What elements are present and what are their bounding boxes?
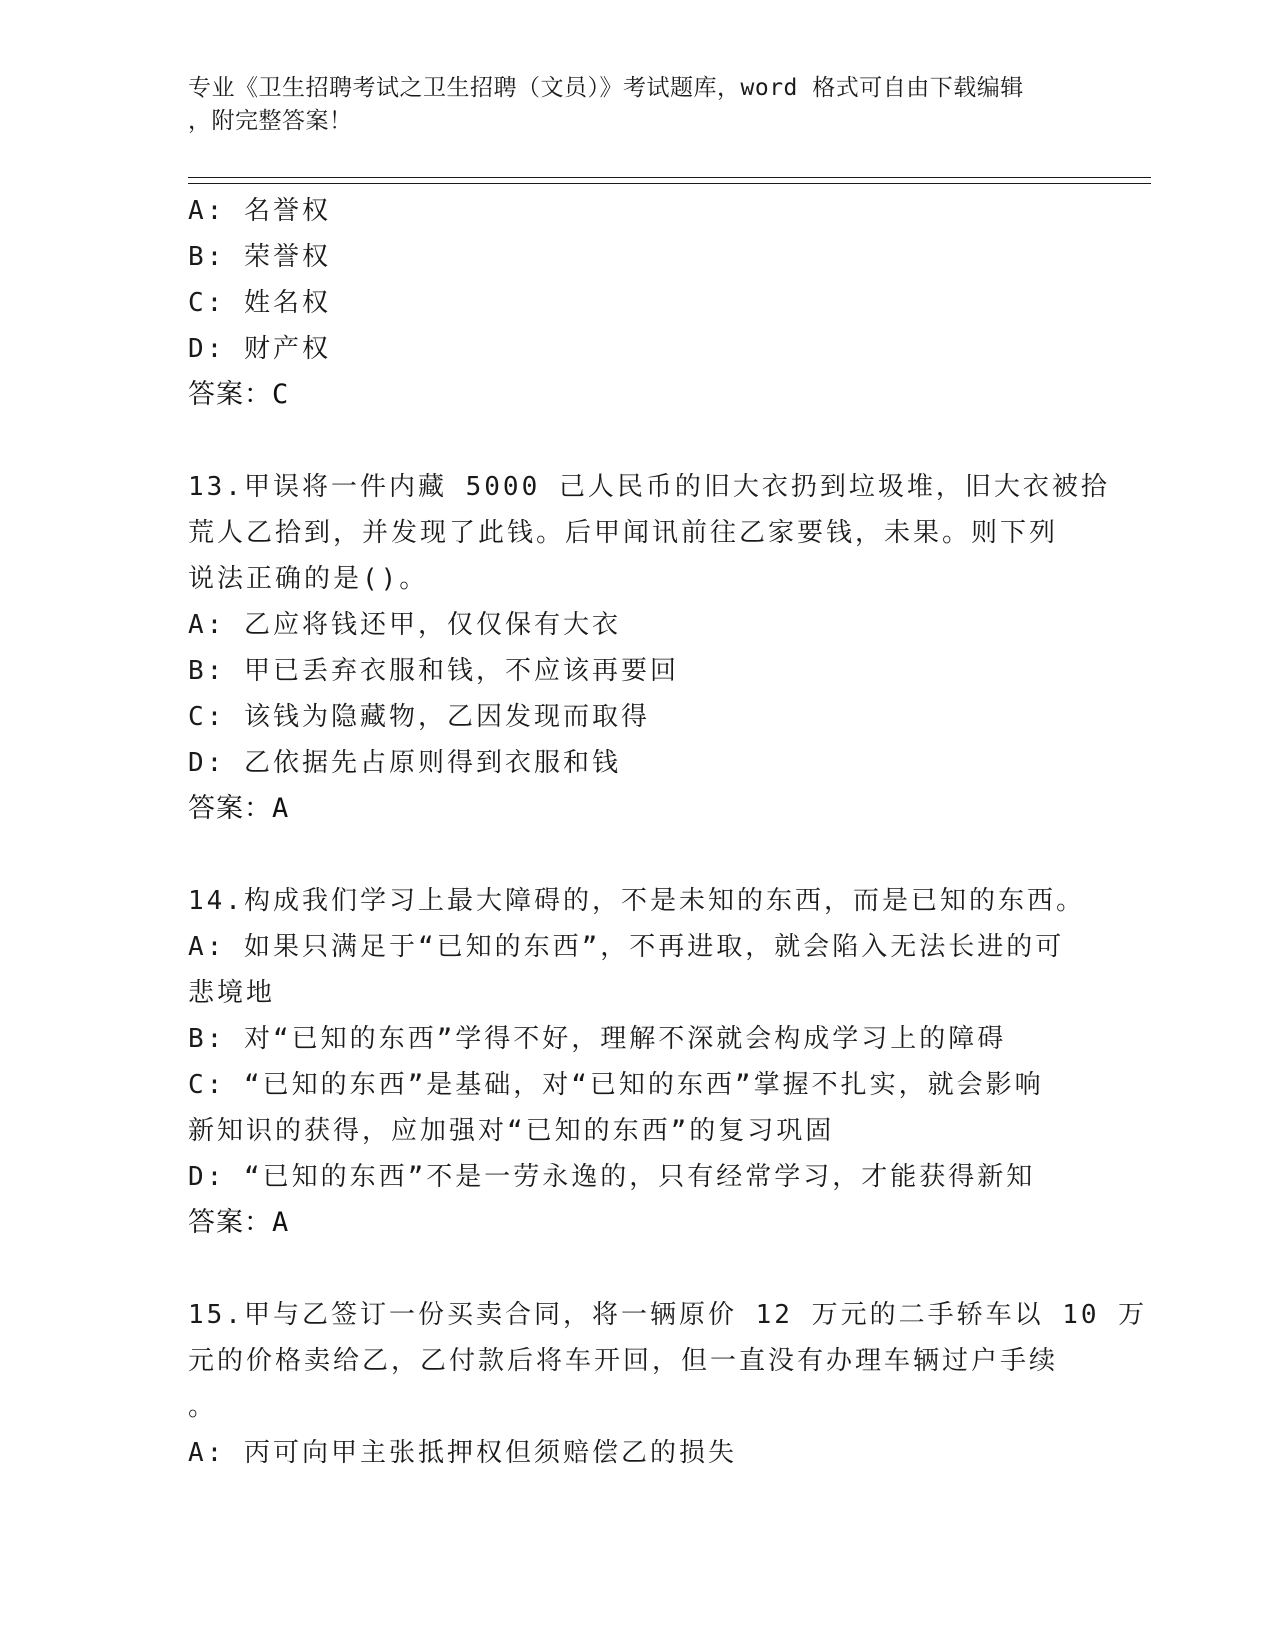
option-line: D: 乙依据先占原则得到衣服和钱 <box>188 748 621 778</box>
answer-value: A <box>272 1207 290 1238</box>
question-stem-line: 荒人乙拾到，并发现了此钱。后甲闻讯前往乙家要钱，未果。则下列 <box>188 518 1059 548</box>
option-line: 新知识的获得，应加强对“已知的东西”的复习巩固 <box>188 1116 835 1146</box>
question-15 <box>188 1292 1148 1476</box>
header-line-1: 专业《卫生招聘考试之卫生招聘（文员）》考试题库，word 格式可自由下载编辑 <box>188 75 1024 101</box>
question-stem-line: 元的价格卖给乙，乙付款后将车开回，但一直没有办理车辆过户手续 <box>188 1346 1059 1376</box>
question-stem-line: 14.构成我们学习上最大障碍的，不是未知的东西，而是已知的东西。 <box>188 886 1085 916</box>
option-line: D: 财产权 <box>188 334 331 364</box>
option-line: A: 丙可向甲主张抵押权但须赔偿乙的损失 <box>188 1438 737 1468</box>
document-body <box>188 188 1148 1476</box>
document-header <box>188 72 1068 138</box>
question-13 <box>188 464 1110 832</box>
option-line: B: 对“已知的东西”学得不好，理解不深就会构成学习上的障碍 <box>188 1024 1007 1054</box>
option-line: A: 乙应将钱还甲，仅仅保有大衣 <box>188 610 621 640</box>
option-line: B: 荣誉权 <box>188 242 331 272</box>
header-divider-bottom <box>188 183 1151 184</box>
question-stem-line: 说法正确的是()。 <box>188 564 429 594</box>
option-line: D: “已知的东西”不是一劳永逸的，只有经常学习，才能获得新知 <box>188 1162 1036 1192</box>
option-line: C: 该钱为隐藏物，乙因发现而取得 <box>188 702 650 732</box>
question-stem-line: 。 <box>188 1392 218 1422</box>
header-line-2: ，附完整答案！ <box>188 108 353 134</box>
answer-value: A <box>272 793 290 824</box>
question-14 <box>188 878 1088 1246</box>
option-line: C: “已知的东西”是基础，对“已知的东西”掌握不扎实，就会影响 <box>188 1070 1044 1100</box>
answer-line <box>188 1200 1088 1246</box>
option-line: A: 如果只满足于“已知的东西”，不再进取，就会陷入无法长进的可 <box>188 932 1065 962</box>
answer-label: 答案： <box>188 379 272 410</box>
answer-label: 答案： <box>188 793 272 824</box>
question-stem-line: 13.甲误将一件内藏 5000 己人民币的旧大衣扔到垃圾堆，旧大衣被拾 <box>188 472 1110 502</box>
option-line: B: 甲已丢弃衣服和钱，不应该再要回 <box>188 656 679 686</box>
answer-line <box>188 372 1088 418</box>
option-line: 悲境地 <box>188 978 276 1008</box>
answer-label: 答案： <box>188 1207 272 1238</box>
option-line: C: 姓名权 <box>188 288 331 318</box>
question-12-continued <box>188 188 1088 418</box>
option-line: A: 名誉权 <box>188 196 331 226</box>
answer-value: C <box>272 379 290 410</box>
header-divider-top <box>188 177 1151 178</box>
question-stem-line: 15.甲与乙签订一份买卖合同，将一辆原价 12 万元的二手轿车以 10 万 <box>188 1300 1148 1330</box>
answer-line <box>188 786 1088 832</box>
